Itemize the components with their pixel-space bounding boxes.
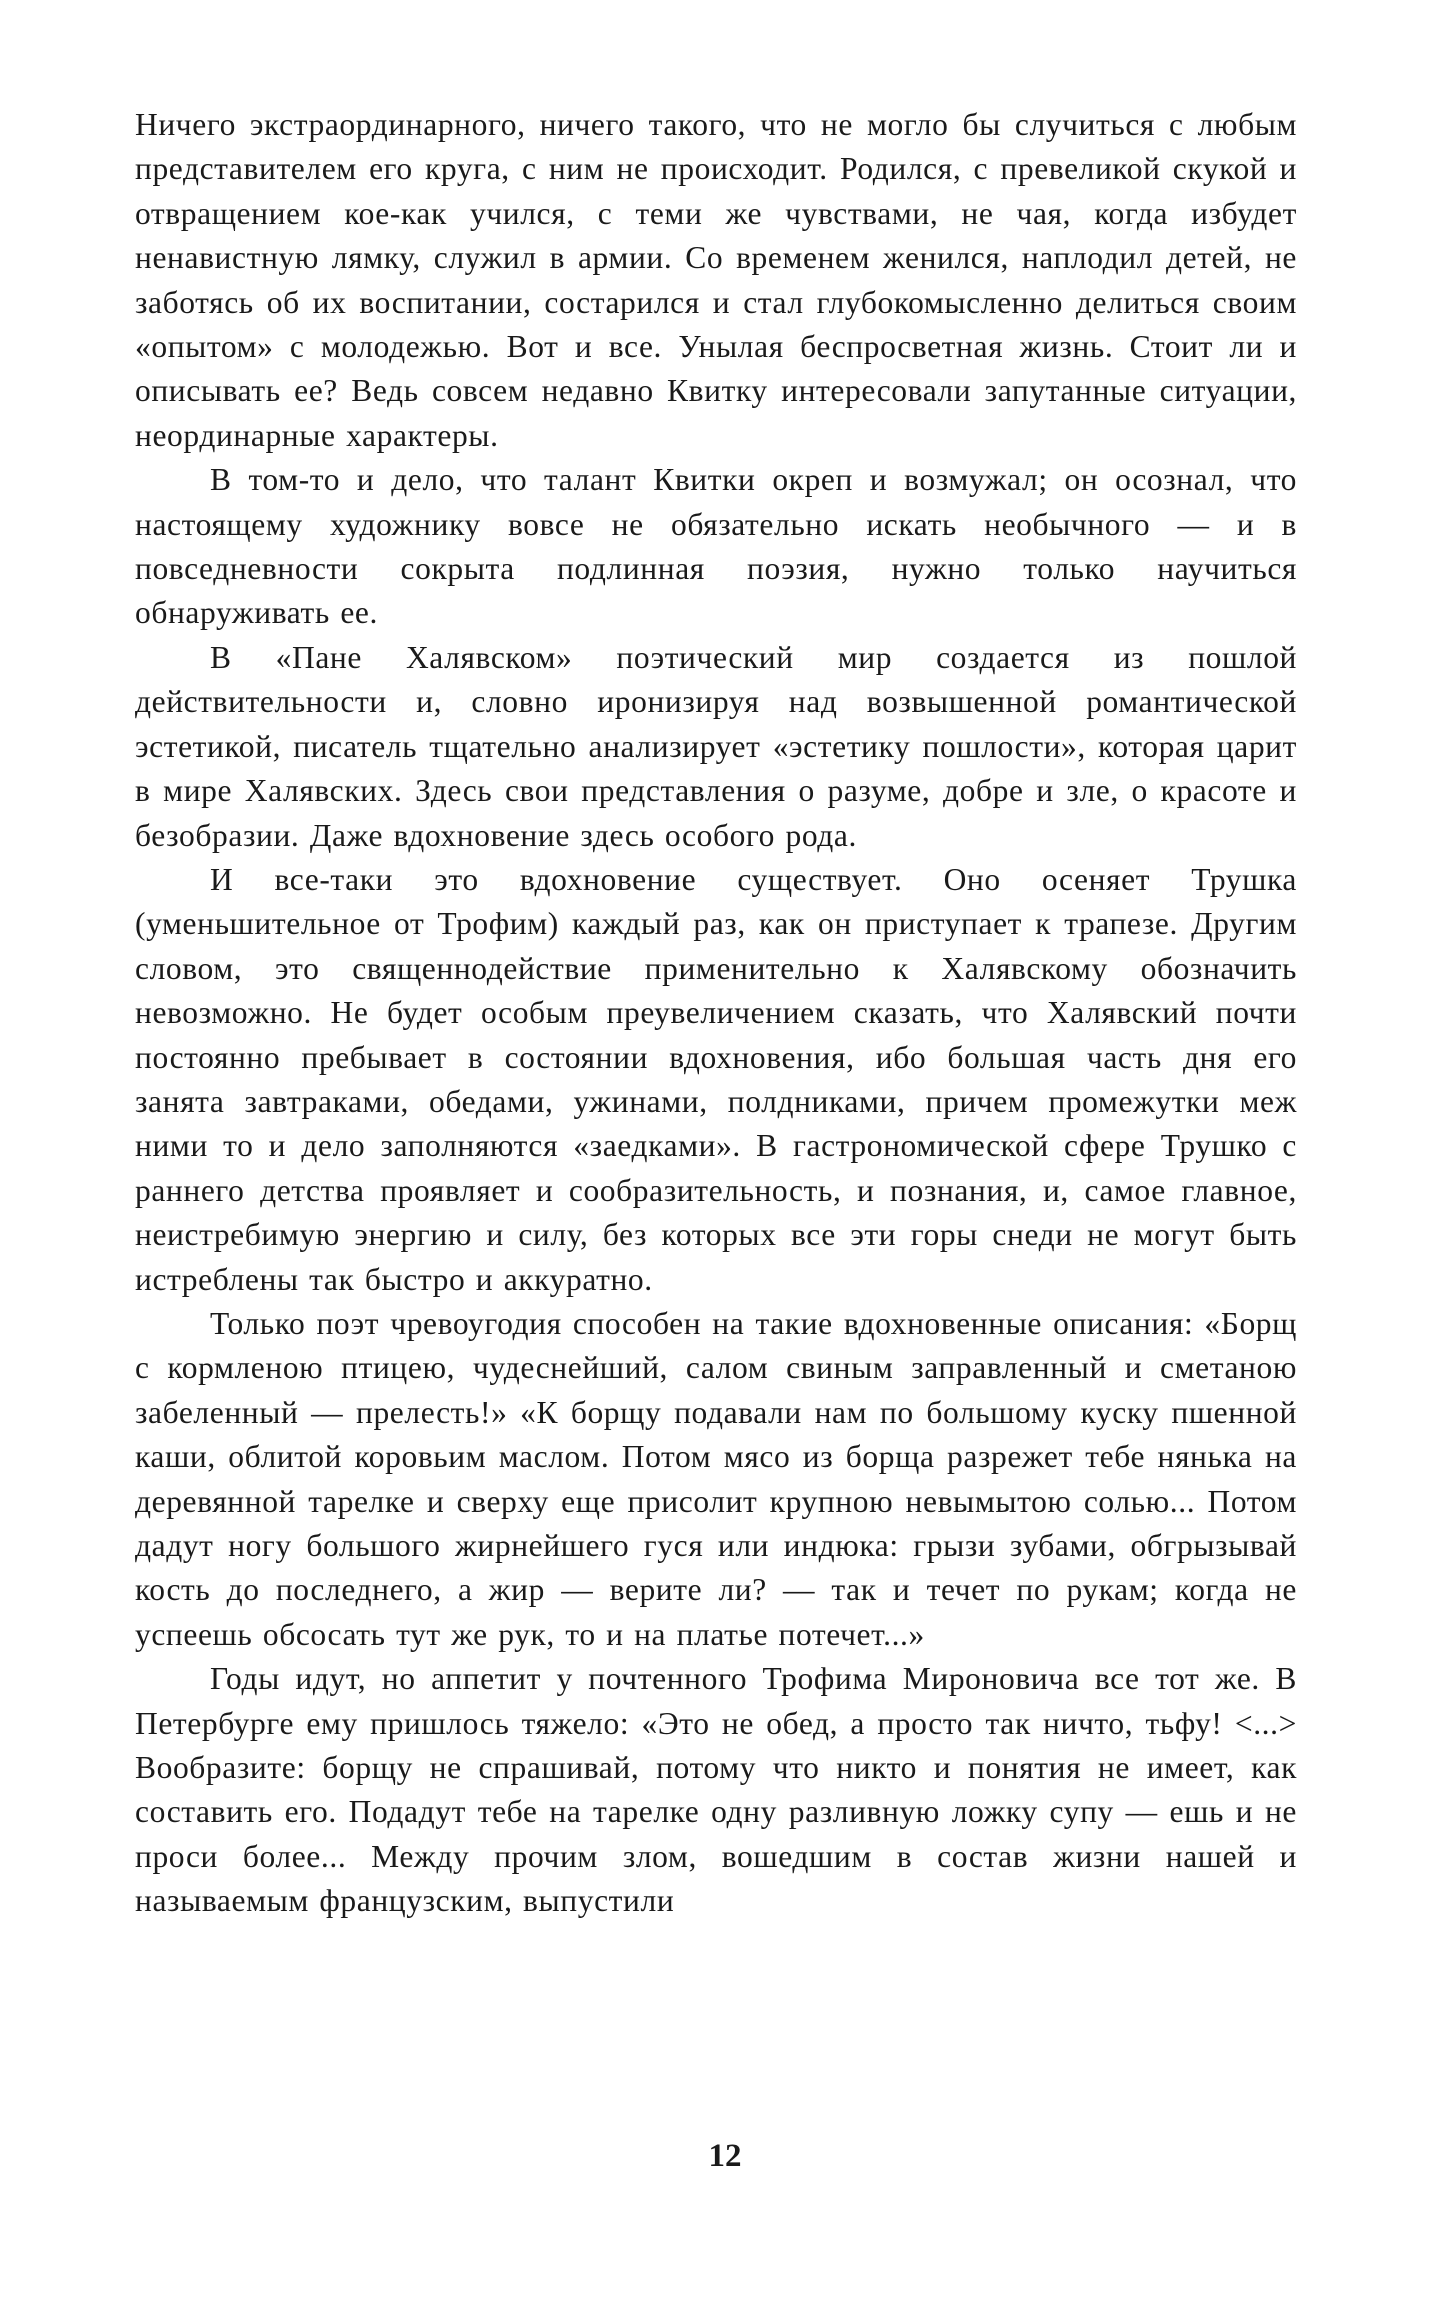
paragraph: Только поэт чревоугодия способен на такие вдохновенные описания: «Борщ с кормленою птицею, чудеснейший, салом свиным заправленный и сметаною забеленный — прелесть!» «К борщу подавали нам по большому куску пшенной каши, облитой коровьим маслом. Потом мясо из борща разрежет тебе нянька на деревянной тарелке и сверху еще присолит крупною невымытою солью... Потом дадут ногу большого жирнейшего гуся или индюка: грызи зубами, обгрызывай кость до последнего, а жир — верите ли? — так и течет по рукам; когда не успеешь обсосать тут же рук, то и на платье потечет...» [135,1305,1297,1652]
paragraph: В том-то и дело, что талант Квитки окреп и возмужал; он осознал, что настоящему художнику вовсе не обязательно искать необычного — и в повседневности сокрыта подлинная поэзия, нужно только научиться обнаруживать ее. [135,462,1297,631]
body-text [135,103,1297,1924]
paragraph: И все-таки это вдохновение существует. Оно осеняет Трушка (уменьшительное от Трофим) каждый раз, как он приступает к трапезе. Другим словом, это священнодействие применительно к Халявскому обозначить невозможно. Не будет особым преувеличением сказать, что Халявский почти постоянно пребывает в состоянии вдохновения, ибо большая часть дня его занята завтраками, обедами, ужинами, полдниками, причем промежутки меж ними то и дело заполняются «заедками». В гастрономической сфере Трушко с раннего детства проявляет и сообразительность, и познания, и, самое главное, неистребимую энергию и силу, без которых все эти горы снеди не могут быть истреблены так быстро и аккуратно. [135,861,1297,1297]
page-number: 12 [708,2138,742,2174]
paragraph: Ничего экстраординарного, ничего такого, что не могло бы случиться с любым представителем его круга, с ним не происходит. Родился, с превеликой скукой и отвращением кое-как учился, с теми же чувствами, не чая, когда избудет ненавистную лямку, служил в армии. Со временем женился, наплодил детей, не заботясь об их воспитании, состарился и стал глубокомысленно делиться своим «опытом» с молодежью. Вот и все. Унылая беспросветная жизнь. Стоит ли и описывать ее? Ведь совсем недавно Квитку интересовали запутанные ситуации, неординарные характеры. [135,107,1297,453]
paragraph: В «Пане Халявском» поэтический мир создается из пошлой действительности и, словно иронизируя над возвышенной романтической эстетикой, писатель тщательно анализирует «эстетику пошлости», которая царит в мире Халявских. Здесь свои представления о разуме, добре и зле, о красоте и безобразии. Даже вдохновение здесь особого рода. [135,639,1297,853]
paragraph: Годы идут, но аппетит у почтенного Трофима Мироновича все тот же. В Петербурге ему пришлось тяжело: «Это не обед, а просто так ничто, тьфу! <...> Вообразите: борщу не спрашивай, потому что никто и понятия не имеет, как составить его. Подадут тебе на тарелке одну разливную ложку супу — ешь и не проси более... Между прочим злом, вошедшим в состав жизни нашей и называемым французским, выпустили [135,1661,1297,1919]
